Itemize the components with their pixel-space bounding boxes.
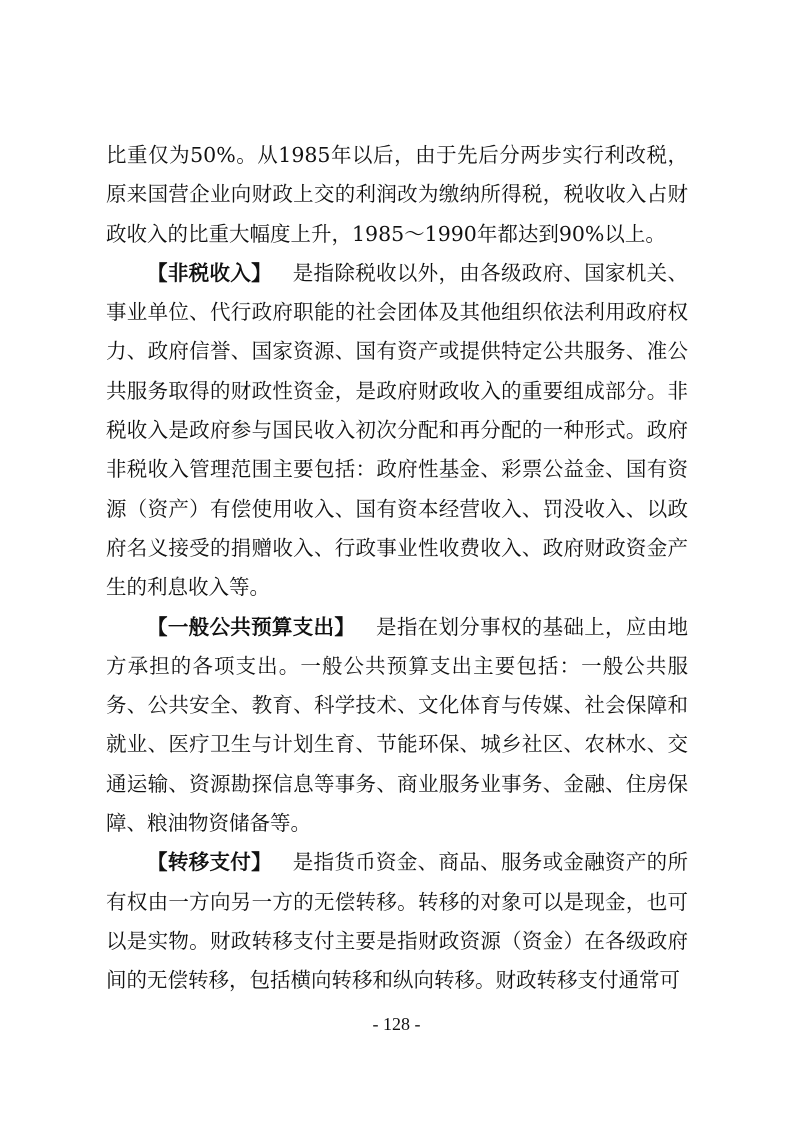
paragraph-non-tax-revenue: [106, 254, 688, 608]
paragraph-general-public-budget-expenditure: [106, 608, 688, 844]
term-heading: 【转移支付】: [147, 850, 272, 875]
document-body: [106, 136, 688, 1001]
paragraph-text: 是指除税收以外，由各级政府、国家机关、事业单位、代行政府职能的社会团体及其他组织依法利用政府权力、政府信誉、国家资源、国有资产或提供特定公共服务、准公共服务取得的财政性资金，是政府财政收入的重要组成部分。非税收入是政府参与国民收入初次分配和再分配的一种形式。政府非税收入管理范围主要包括：政府性基金、彩票公益金、国有资源（资产）有偿使用收入、国有资本经营收入、罚没收入、以政府名义接受的捐赠收入、行政事业性收费收入、政府财政资金产生的利息收入等。: [106, 260, 689, 600]
paragraph-continuation: [106, 136, 688, 254]
paragraph-transfer-payment: [106, 843, 688, 1000]
paragraph-text: 比重仅为50%。从1985年以后，由于先后分两步实行利改税，原来国营企业向财政上交的利润改为缴纳所得税，税收收入占财政收入的比重大幅度上升，1985～1990年都达到90%以上。: [106, 143, 688, 246]
term-heading: 【一般公共预算支出】: [147, 614, 356, 639]
paragraph-text: 是指货币资金、商品、服务或金融资产的所有权由一方向另一方的无偿转移。转移的对象可以是现金，也可以是实物。财政转移支付主要是指财政资源（资金）在各级政府间的无偿转移，包括横向转移和纵向转移。财政转移支付通常可: [106, 850, 689, 993]
page-number: - 128 -: [372, 1014, 421, 1034]
paragraph-text: 是指在划分事权的基础上，应由地方承担的各项支出。一般公共预算支出主要包括：一般公共服务、公共安全、教育、科学技术、文化体育与传媒、社会保障和就业、医疗卫生与计划生育、节能环保、城乡社区、农林水、交通运输、资源勘探信息等事务、商业服务业事务、金融、住房保障、粮油物资储备等。: [106, 614, 689, 836]
term-heading: 【非税收入】: [147, 260, 272, 285]
